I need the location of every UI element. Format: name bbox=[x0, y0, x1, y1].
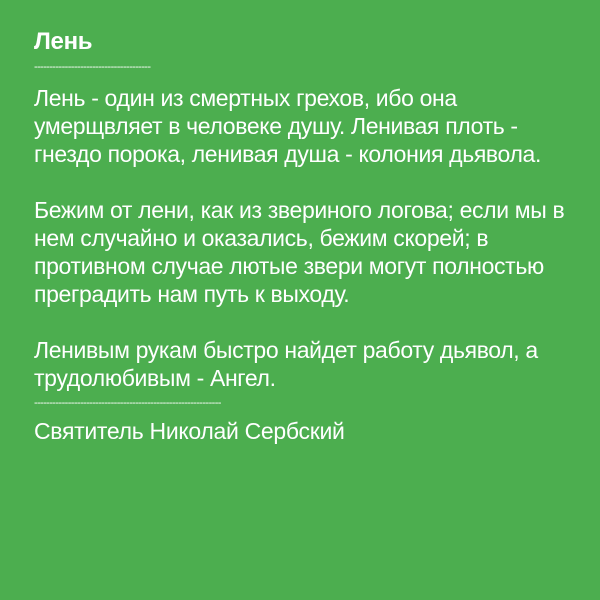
quote-paragraph-2: Бежим от лени, как из звериного логова; если мы в нем случайно и оказались, бежим скорей; в противном случае лютые звери могут полностью преградить нам путь к выходу. bbox=[34, 197, 565, 307]
quote-body bbox=[34, 84, 566, 392]
quote-paragraph-3: Ленивым рукам быстро найдет работу дьявол, а трудолюбивым - Ангел. bbox=[34, 337, 538, 391]
bottom-divider: ------------------------------------------------------------- bbox=[34, 397, 221, 409]
quote-paragraph-1: Лень - один из смертных грехов, ибо она умерщвляет в человеке душу. Ленивая плоть - гнездо порока, ленивая душа - колония дьявола. bbox=[34, 85, 542, 167]
quote-author: Святитель Николай Сербский bbox=[34, 418, 345, 444]
quote-title: Лень bbox=[34, 28, 93, 55]
top-divider: -------------------------------------- bbox=[34, 61, 151, 73]
